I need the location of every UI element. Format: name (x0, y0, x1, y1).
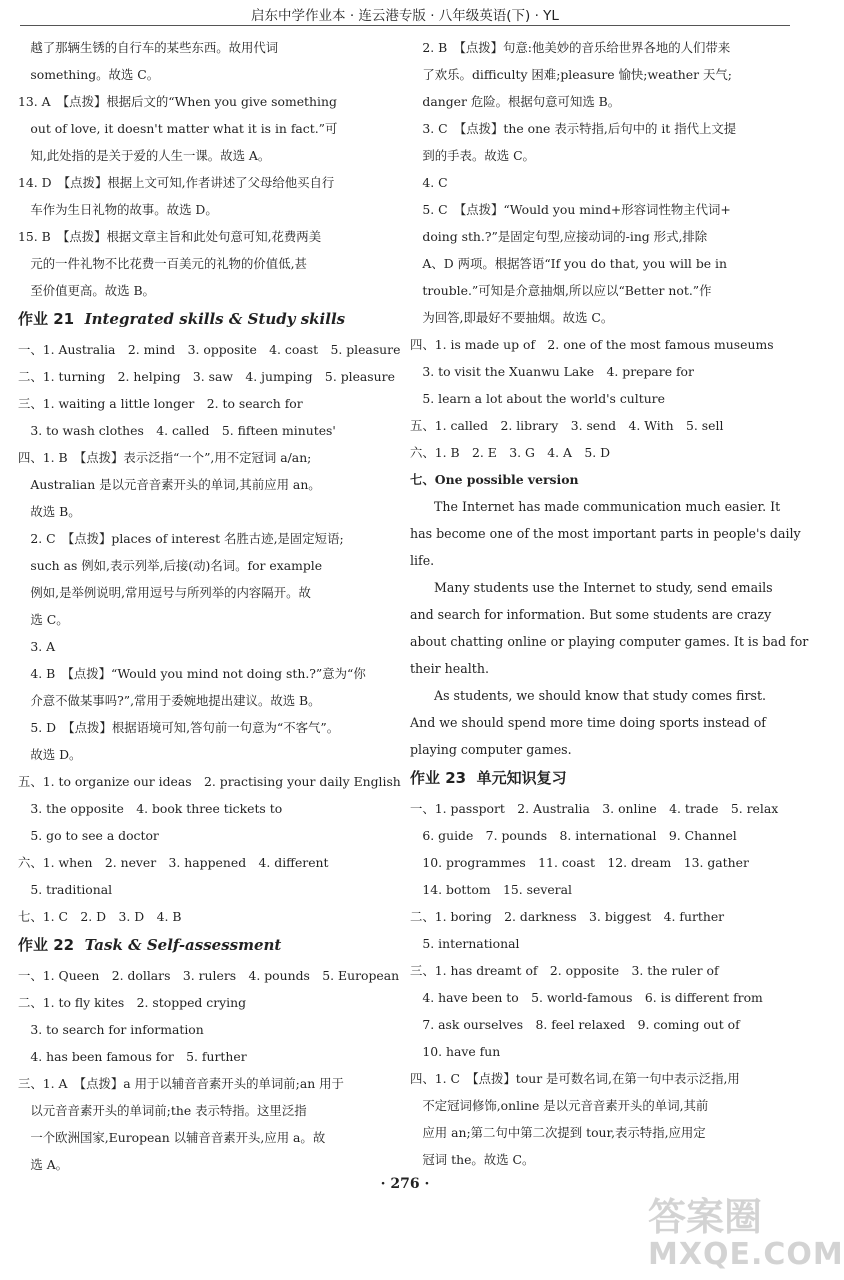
answer-line: 6. guide 7. pounds 8. international 9. Channel (410, 828, 737, 843)
answer-line: 3. to wash clothes 4. called 5. fifteen minutes' (18, 423, 336, 438)
right-block-a (410, 34, 782, 466)
answer-line: 三、1. has dreamt of 2. opposite 3. the ruler of (410, 963, 719, 978)
left-column (18, 34, 401, 1178)
answer-line: 3. C 【点拨】the one 表示特指,后句中的 it 指代上文提 (410, 121, 737, 136)
essay-line: about chatting online or playing computer games. It is bad for (410, 634, 809, 649)
answer-line: 3. the opposite 4. book three tickets to (18, 801, 283, 816)
answer-line: 5. traditional (18, 882, 113, 897)
answer-line: 知,此处指的是关于爱的人生一课。故选 A。 (18, 148, 271, 163)
answer-line: 三、1. waiting a little longer 2. to search for (18, 396, 303, 411)
answer-line: 7. ask ourselves 8. feel relaxed 9. coming out of (410, 1017, 740, 1032)
left-block-c (18, 962, 400, 1178)
answer-line: 五、1. to organize our ideas 2. practising your daily English (18, 774, 401, 789)
answer-line: 介意不做某事吗?”,常用于委婉地提出建议。故选 B。 (18, 693, 321, 708)
answer-line: 5. international (410, 936, 520, 951)
essay-heading: 七、One possible version (410, 472, 579, 487)
answer-line: 六、1. B 2. E 3. G 4. A 5. D (410, 445, 611, 460)
section-label: 作业 21 (18, 310, 75, 328)
answer-line: 4. B 【点拨】“Would you mind not doing sth.?”意为“你 (18, 666, 366, 681)
page-number: · 276 · (380, 1176, 430, 1192)
answer-line: 七、1. C 2. D 3. D 4. B (18, 909, 182, 924)
essay-line: their health. (410, 661, 489, 676)
answer-line: out of love, it doesn't matter what it is in fact.”可 (18, 121, 338, 136)
answer-line: 3. to search for information (18, 1022, 204, 1037)
section-title: 单元知识复习 (476, 769, 567, 787)
answer-line: 元的一件礼物不比花费一百美元的礼物的价值低,甚 (18, 256, 307, 271)
answer-line: 了欢乐。difficulty 困难;pleasure 愉快;weather 天气; (410, 67, 732, 82)
right-block-b (410, 795, 782, 1173)
essay-line: life. (410, 553, 435, 568)
answer-line: 3. A (18, 639, 56, 654)
answer-line: 车作为生日礼物的故事。故选 D。 (18, 202, 218, 217)
answer-line: 一个欧洲国家,European 以辅音音素开头,应用 a。故 (18, 1130, 326, 1145)
answer-line: 到的手表。故选 C。 (410, 148, 535, 163)
answer-line: 5. learn a lot about the world's culture (410, 391, 665, 406)
essay-line: Many students use the Internet to study, send emails (434, 580, 773, 595)
answer-line: 3. to visit the Xuanwu Lake 4. prepare for (410, 364, 694, 379)
answer-line: 四、1. C 【点拨】tour 是可数名词,在第一句中表示泛指,用 (410, 1071, 740, 1086)
answer-line: doing sth.?”是固定句型,应接动词的-ing 形式,排除 (410, 229, 708, 244)
essay-line: The Internet has made communication much easier. It (434, 499, 781, 514)
essay-line: And we should spend more time doing sports instead of (410, 715, 766, 730)
watermark-logo (648, 1195, 844, 1276)
section-title: Integrated skills & Study skills (84, 310, 346, 328)
answer-line: 四、1. B 【点拨】表示泛指“一个”,用不定冠词 a/an; (18, 450, 312, 465)
answer-line: 冠词 the。故选 C。 (410, 1152, 535, 1167)
answer-line: 二、1. turning 2. helping 3. saw 4. jumping 5. pleasure (18, 369, 395, 384)
answer-line: 六、1. when 2. never 3. happened 4. different (18, 855, 329, 870)
answer-line: 故选 B。 (18, 504, 81, 519)
left-block-b (18, 336, 401, 930)
left-block-a (18, 34, 390, 304)
essay-line: has become one of the most important parts in people's daily (410, 526, 801, 541)
answer-line: 2. C 【点拨】places of interest 名胜古迹,是固定短语; (18, 531, 344, 546)
answer-line: 4. has been famous for 5. further (18, 1049, 247, 1064)
answer-line: 不定冠词修饰,online 是以元音音素开头的单词,其前 (410, 1098, 709, 1113)
answer-line: 4. have been to 5. world-famous 6. is different from (410, 990, 763, 1005)
section-heading-21 (18, 304, 390, 336)
essay-line: and search for information. But some students are crazy (410, 607, 772, 622)
essay-line: As students, we should know that study comes first. (434, 688, 767, 703)
essay-line: playing computer games. (410, 742, 572, 757)
answer-line: 一、1. passport 2. Australia 3. online 4. trade 5. relax (410, 801, 779, 816)
answer-line: A、D 两项。根据答语“If you do that, you will be in (410, 256, 727, 271)
answer-line: 至价值更高。故选 B。 (18, 283, 155, 298)
section-heading-22 (18, 930, 390, 962)
answer-line: 一、1. Australia 2. mind 3. opposite 4. coast 5. pleasure (18, 342, 401, 357)
answer-line: 二、1. to fly kites 2. stopped crying (18, 995, 247, 1010)
answer-line: 二、1. boring 2. darkness 3. biggest 4. further (410, 909, 725, 924)
answer-line: 5. C 【点拨】“Would you mind+形容词性物主代词+ (410, 202, 731, 217)
watermark-url: MXQE.COM (648, 1237, 844, 1272)
answer-line: 三、1. A 【点拨】a 用于以辅音音素开头的单词前;an 用于 (18, 1076, 344, 1091)
answer-line: 四、1. is made up of 2. one of the most famous museums (410, 337, 774, 352)
running-header: 启东中学作业本 · 连云港专版 · 八年级英语(下) · YL (251, 8, 559, 24)
answer-line: 为回答,即最好不要抽烟。故选 C。 (410, 310, 614, 325)
answer-line: trouble.”可知是介意抽烟,所以应以“Better not.”作 (410, 283, 712, 298)
watermark-text: 答案圈 (648, 1195, 763, 1239)
answer-line: such as 例如,表示列举,后接(动)名词。for example (18, 558, 323, 573)
answer-line: 故选 D。 (18, 747, 82, 762)
answer-line: 五、1. called 2. library 3. send 4. With 5. sell (410, 418, 724, 433)
answer-line: 10. have fun (410, 1044, 501, 1059)
answer-line: 14. bottom 15. several (410, 882, 572, 897)
answer-line: 5. D 【点拨】根据语境可知,答句前一句意为“不客气”。 (18, 720, 340, 735)
answer-line: Australian 是以元音音素开头的单词,其前应用 an。 (18, 477, 321, 492)
answer-line: 2. B 【点拨】句意:他美妙的音乐给世界各地的人们带来 (410, 40, 731, 55)
answer-line: 越了那辆生锈的自行车的某些东西。故用代词 (18, 40, 279, 55)
answer-line: 14. D 【点拨】根据上文可知,作者讲述了父母给他买自行 (18, 175, 335, 190)
section-title: Task & Self-assessment (84, 936, 282, 954)
section-label: 作业 22 (18, 936, 75, 954)
answer-line: danger 危险。根据句意可知选 B。 (410, 94, 621, 109)
answer-line: 10. programmes 11. coast 12. dream 13. gather (410, 855, 749, 870)
essay-block (410, 493, 809, 763)
answer-line: 4. C (410, 175, 448, 190)
answer-line: something。故选 C。 (18, 67, 160, 82)
answer-line: 5. go to see a doctor (18, 828, 159, 843)
answer-line: 以元音音素开头的单词前;the 表示特指。这里泛指 (18, 1103, 307, 1118)
answer-line: 一、1. Queen 2. dollars 3. rulers 4. pounds 5. European (18, 968, 400, 983)
answer-line: 应用 an;第二句中第二次提到 tour,表示特指,应用定 (410, 1125, 706, 1140)
answer-line: 例如,是举例说明,常用逗号与所列举的内容隔开。故 (18, 585, 311, 600)
section-label: 作业 23 (410, 769, 467, 787)
section-heading-23 (410, 763, 782, 795)
answer-line: 13. A 【点拨】根据后文的“When you give something (18, 94, 337, 109)
answer-line: 选 A。 (18, 1157, 69, 1172)
answer-line: 15. B 【点拨】根据文章主旨和此处句意可知,花费两美 (18, 229, 322, 244)
header-rule (20, 25, 790, 26)
right-column (410, 34, 809, 1173)
answer-line: 选 C。 (18, 612, 69, 627)
